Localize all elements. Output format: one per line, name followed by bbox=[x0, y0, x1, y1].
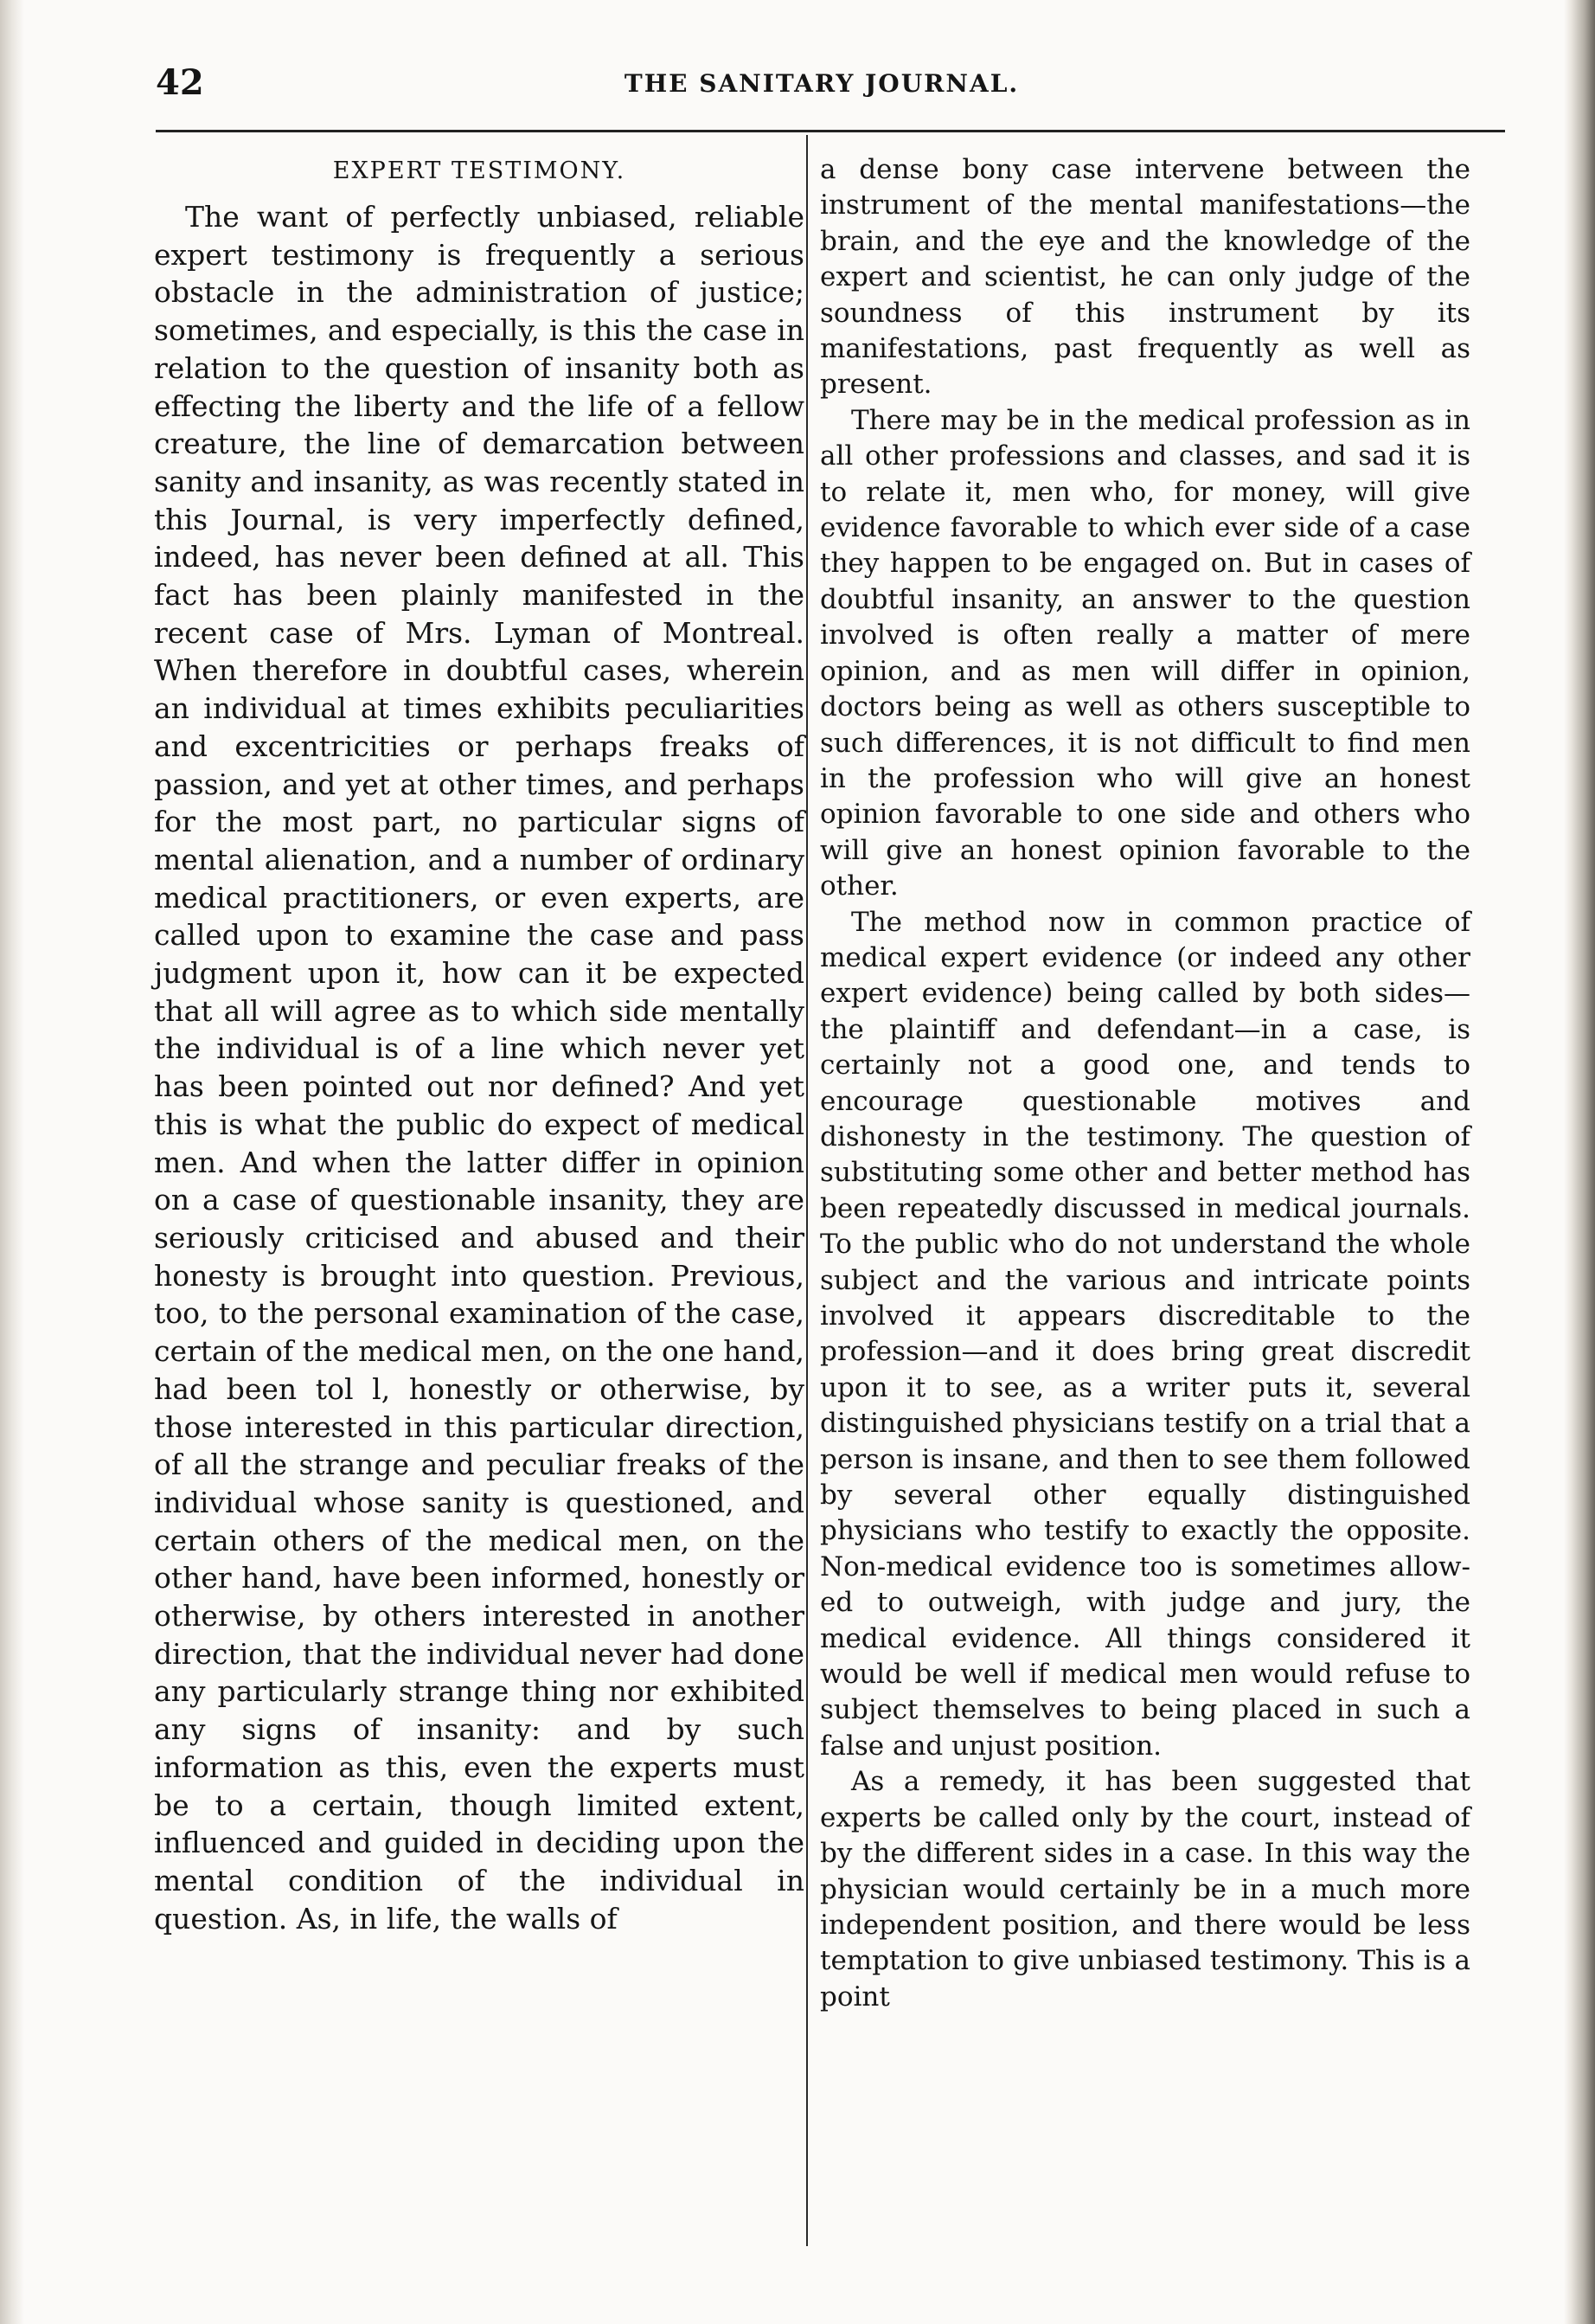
right-paragraph-1: a dense bony case intervene between the instrument of the mental manifestations—the brain, and the eye and the knowledge of the expert and scientist, he can only judge of the soundness of this instrument by its manifestations, past frequently as well as present. bbox=[820, 154, 1470, 401]
left-paragraph-1: The want of perfectly unbiased, reliable expert testimony is frequently a serious obstacle in the administration of justice; sometimes, and especially, is this the case in relation to the question of insanity both as effecting the liberty and the life of a fellow creature, the line of demarcation between sanity and insanity, as was recently stated in this Journal, is very imperfectly defined, indeed, has never been defined at all. This fact has been plainly manifested in the recent case of Mrs. Lyman of Montreal. When therefore in doubtful cases, wherein an individual at times exhibits peculiarities and excentricities or perhaps freaks of passion, and yet at other times, and perhaps for the most part, no particular signs of mental alienation, and a number of ordinary medical practitioners, or even experts, are called upon to examine the case and pass judgment upon it, how can it be expected that all will agree as to which side mentally the individual is of a line which never yet has been pointed out nor defined? And yet this is what the public do expect of medical men. And when the latter differ in opinion on a case of questionable insanity, they are seriously criticised and abused and their honesty is brought into question. Previous, too, to the personal examination of the case, certain of the medical men, on the one hand, had been tol l, honestly or otherwise, by those interested in this particular direction, of all the strange and peculiar freaks of the individual whose sanity is questioned, and certain others of the medical men, on the other hand, have been informed, honestly or otherwise, by others interested in another direction, that the individual never had done any particularly strange thing nor exhibited any signs of insanity: and by such information as this, even the experts must be to a certain, though limited extent, influenced and guided in deciding upon the mental condition of the individual in question. As, in life, the walls of bbox=[154, 200, 804, 1936]
page-number: 42 bbox=[156, 62, 204, 103]
page-left-edge bbox=[0, 0, 24, 2324]
header-rule bbox=[156, 130, 1505, 132]
right-paragraph-3: The method now in common practice of medical expert evidence (or indeed any other expert evidence) being called by both sides—the plaintiff and defendant—in a case, is certainly not a good one, and tends to encourage questionable motives and dishonesty in the testimony. The question of substituting some other and better method has been repeatedly discussed in medical journals. To the public who do not understand the whole subject and the various and intricate points involved it appears discreditable to the profession—and it does bring great discredit upon it to see, as a writer puts it, several distinguished physicians testify on a trial that a person is insane, and then to see them followed by several other equally distinguished physicians who testify to exactly the opposite. Non-medical evidence too is sometimes allowed to outweigh, with judge and jury, the medical evidence. All things considered it would be well if medical men would refuse to subject themselves to being placed in such a false and unjust position. bbox=[820, 906, 1470, 1762]
right-paragraph-4: As a remedy, it has been suggested that experts be called only by the court, instead of by the different sides in a case. In this way the physician would certainly be in a much more independent position, and there would be less temptation to give unbiased testimony. This is a point bbox=[820, 1766, 1470, 2013]
right-paragraph-2: There may be in the medical profession as in all other professions and classes, and sad it is to relate it, men who, for money, will give evidence favorable to which ever side of a case they happen to be engaged on. But in cases of doubtful insanity, an answer to the question involved is often really a matter of mere opinion, and as men will differ in opinion, doctors being as well as others susceptible to such differences, it is not difficult to find men in the profession who will give an honest opinion favorable to one side and others who will give an honest opinion favorable to the other. bbox=[820, 404, 1470, 902]
page-header bbox=[156, 62, 1488, 114]
journal-title: THE SANITARY JOURNAL. bbox=[624, 69, 1020, 98]
page-right-edge bbox=[1564, 0, 1595, 2324]
right-column bbox=[820, 152, 1470, 2015]
left-column bbox=[154, 152, 804, 1937]
article-heading: EXPERT TESTIMONY. bbox=[332, 157, 626, 184]
column-divider bbox=[806, 135, 808, 2246]
